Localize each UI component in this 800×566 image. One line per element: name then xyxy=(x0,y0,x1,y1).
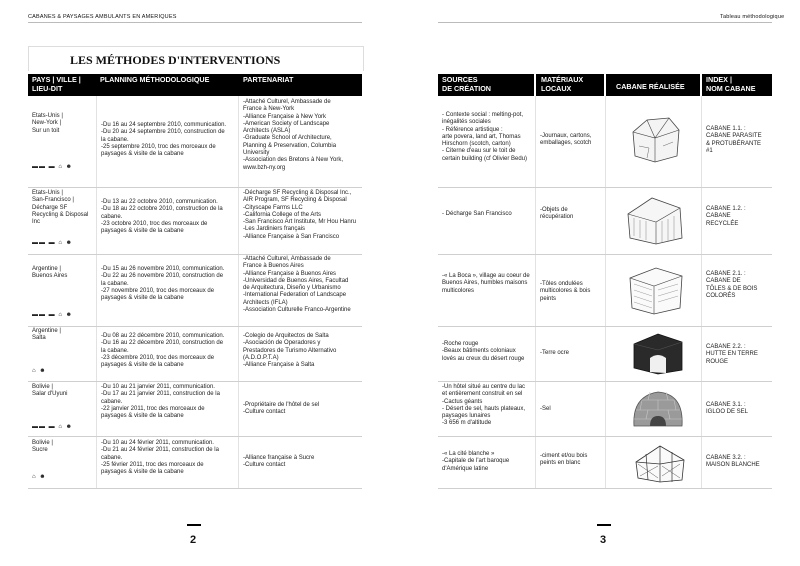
cell-materiaux: -Tôles ondulées multicolores & bois peints xyxy=(540,281,591,302)
row-divider xyxy=(438,488,772,489)
cell-sources: -« La cité blanche » -Capitale de l'art baroque d'Amérique latine xyxy=(442,451,510,472)
cell-pays: Etats-Unis | New-York | Sur un toit xyxy=(32,113,63,134)
cell-materiaux: -Objets de récupération xyxy=(540,207,574,221)
row-divider xyxy=(28,254,362,255)
transport-icons: ▬▬ ▬ ⌂ ☻ xyxy=(32,312,73,318)
row-divider xyxy=(28,488,362,489)
cell-partenariat: -Décharge SF Recycling & Disposal Inc., AIR Program, SF Recycling & Disposal -Cityscape Farms LLC -California College of the Arts -San Francisco Art Institute, Mr Hou Hanru -Les Jardiniers français -Alliance Française à San Francisco xyxy=(243,190,357,240)
cell-partenariat: -Alliance française à Sucre -Culture contact xyxy=(243,455,315,469)
transport-icons: ▬▬ ▬ ⌂ ☻ xyxy=(32,240,73,246)
vsep xyxy=(605,96,606,488)
cell-materiaux: -ciment et/ou bois peints en blanc xyxy=(540,453,588,467)
col-index: INDEX | NOM CABANE xyxy=(706,75,756,93)
cell-partenariat: -Propriétaire de l'hôtel de sel -Culture contact xyxy=(243,402,320,416)
header-rule-left xyxy=(28,22,362,23)
header-rule-right xyxy=(438,22,772,23)
cell-planning: -Du 08 au 22 décembre 2010, communication. -Du 16 au 22 décembre 2010, construction de la cabane. -23 décembre 2010, troc des morceaux de paysages & visite de la cabane xyxy=(101,333,225,369)
col-planning: PLANNING MÉTHODOLOGIQUE xyxy=(100,75,210,84)
row-divider xyxy=(28,326,362,327)
cell-planning: -Du 16 au 24 septembre 2010, communication. -Du 20 au 24 septembre 2010, construction de la cabane. -25 septembre 2010, troc des morceaux de paysages & visite de la cabane xyxy=(101,122,227,158)
cell-sources: -Un hôtel situé au centre du lac et entièrement construit en sel -Cactus géants - Désert de sel, hauts plateaux, paysages lunaires -3 656 m d'altitude xyxy=(442,384,526,427)
cell-index: CABANE 1.1. : CABANE PARASITE & PROTUBÉRANTE #1 xyxy=(706,126,762,154)
tin-cabane-icon xyxy=(624,262,686,318)
page-marker-right xyxy=(597,524,611,526)
cell-index: CABANE 1.2. : CABANE RECYCLÉE xyxy=(706,206,746,227)
col-materiaux: MATÉRIAUX LOCAUX xyxy=(541,75,584,93)
row-divider xyxy=(438,254,772,255)
row-divider xyxy=(28,436,362,437)
cell-index: CABANE 2.1. : CABANE DE TÔLES & DE BOIS COLORÉS xyxy=(706,271,758,299)
row-divider xyxy=(28,381,362,382)
row-divider xyxy=(438,381,772,382)
row-divider xyxy=(438,326,772,327)
cardboard-cabane-icon xyxy=(625,112,685,168)
cell-sources: -Roche rouge -Beaux bâtiments coloniaux lovés au creux du désert rouge xyxy=(442,341,525,362)
cell-pays: Argentine | Salta xyxy=(32,328,61,342)
vsep xyxy=(96,96,97,488)
cell-index: CABANE 3.2. : MAISON BLANCHE xyxy=(706,455,760,469)
salt-igloo-icon xyxy=(628,386,688,432)
page-marker-left xyxy=(187,524,201,526)
cell-pays: Bolivie | Sucre xyxy=(32,440,53,454)
cell-partenariat: -Attaché Culturel, Ambassade de France à Buenos Aires -Alliance Française à Buenos Aires -Universidad de Buenos Aires, Facultad de Arquitectura, Diseño y Urbanismo -International Federation of Landscape Architects (IFLA) -Association Culturelle Franco-Argentine xyxy=(243,256,351,314)
running-header-left: CABANES & PAYSAGES AMBULANTS EN AMERIQUES xyxy=(28,14,177,20)
row-divider xyxy=(28,187,362,188)
vsep xyxy=(238,96,239,488)
cell-pays: Etats-Unis | San-Francisco | Décharge SF Recycling & Disposal Inc xyxy=(32,190,89,226)
cell-materiaux: -Journaux, cartons, emballages, scotch xyxy=(540,133,592,147)
white-house-icon xyxy=(630,442,688,484)
cell-materiaux: -Sel xyxy=(540,406,551,412)
transport-icons: ⌂ ☻ xyxy=(32,368,47,374)
cell-index: CABANE 3.1. : IGLOO DE SEL xyxy=(706,402,749,416)
page-title: LES MÉTHODES D'INTERVENTIONS xyxy=(70,53,281,67)
cell-sources: - Contexte social : melting-pot, inégalités sociales - Référence artistique : arte povera, land art, Thomas Hirschorn (scotch, carton) - Citerne d'eau sur le toit de certain building (cf Olivier Bedu) xyxy=(442,112,528,162)
row-divider xyxy=(438,187,772,188)
running-header-right: Tableau méthodologique xyxy=(720,14,785,20)
cell-planning: -Du 13 au 22 octobre 2010, communication. -Du 18 au 22 octobre 2010, construction de la cabane. -23 octobre 2010, troc des morceaux de paysages & visite de la cabane xyxy=(101,199,223,235)
earth-hut-icon xyxy=(630,330,686,376)
cell-index: CABANE 2.2. : HUTTE EN TERRE ROUGE xyxy=(706,344,758,365)
vsep xyxy=(701,96,702,488)
col-partenariat: PARTENARIAT xyxy=(243,75,294,84)
vsep xyxy=(535,96,536,488)
cell-planning: -Du 10 au 21 janvier 2011, communication. -Du 17 au 21 janvier 2011, construction de la cabane. -22 janvier 2011, troc des morceaux de paysages & visite de la cabane xyxy=(101,384,220,420)
cell-sources: -« La Boca », village au coeur de Buenos Aires, humbles maisons multicolores xyxy=(442,273,530,294)
transport-icons: ▬▬ ▬ ⌂ ☻ xyxy=(32,424,73,430)
page-number-left: 2 xyxy=(190,534,197,546)
col-cabane: CABANE RÉALISÉE xyxy=(616,82,685,91)
cell-pays: Argentine | Buenos Aires xyxy=(32,266,68,280)
page-number-right: 3 xyxy=(600,534,607,546)
cell-partenariat: -Colegio de Arquitectos de Salta -Asociación de Operadores y Prestadores de Turismo Alternativo (A.D.O.P.T.A) -Alliance Française à Salta xyxy=(243,333,337,369)
transport-icons: ⌂ ☻ xyxy=(32,474,47,480)
cell-sources: - Décharge San Francisco xyxy=(442,211,512,217)
cell-partenariat: -Attaché Culturel, Ambassade de France à New-York -Alliance Française à New York -American Society of Landscape Architects (ASLA) -Graduate School of Architecture, Planning & Preservation, Columbia University -Association des Bretons à New York, www.bzh-ny.org xyxy=(243,99,344,171)
cell-materiaux: -Terre ocre xyxy=(540,350,570,356)
row-divider xyxy=(438,436,772,437)
cell-planning: -Du 10 au 24 février 2011, communication. -Du 21 au 24 février 2011, construction de la cabane. -25 février 2011, troc des morceaux de paysages & visite de la cabane xyxy=(101,440,219,476)
recycled-cabane-icon xyxy=(622,192,688,248)
transport-icons: ▬▬ ▬ ⌂ ☻ xyxy=(32,164,73,170)
col-pays: PAYS | VILLE | LIEU-DIT xyxy=(32,75,81,93)
cell-pays: Bolivie | Salar d'Uyuni xyxy=(32,384,68,398)
col-sources: SOURCES DE CRÉATION xyxy=(442,75,491,93)
cell-planning: -Du 15 au 26 novembre 2010, communication. -Du 22 au 26 novembre 2010, construction de la cabane. -27 novembre 2010, troc des morceaux de paysages & visite de la cabane xyxy=(101,266,225,302)
